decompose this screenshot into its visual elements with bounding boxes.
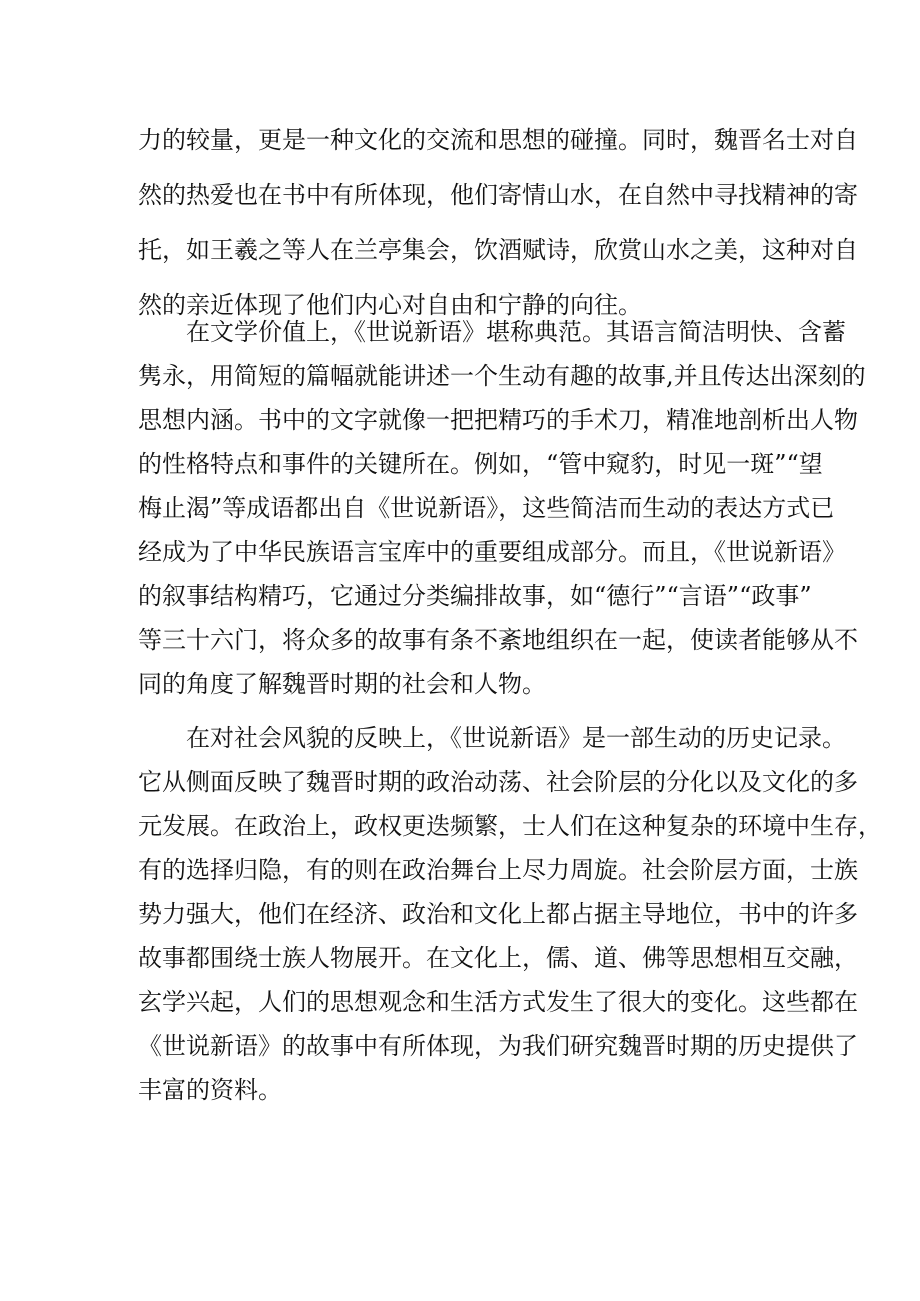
text-line: 托，如王羲之等人在兰亭集会，饮酒赋诗，欣赏山水之美，这种对自 <box>138 236 858 264</box>
text-line: 思想内涵。书中的文字就像一把把精巧的手术刀，精准地剖析出人物 <box>138 406 858 434</box>
text-line: 同的角度了解魏晋时期的社会和人物。 <box>138 670 546 698</box>
text-line: 《世说新语》的故事中有所体现，为我们研究魏晋时期的历史提供了 <box>138 1032 858 1060</box>
text-line: 势力强大，他们在经济、政治和文化上都占据主导地位，书中的许多 <box>138 900 858 928</box>
text-line: 等三十六门，将众多的故事有条不紊地组织在一起，使读者能够从不 <box>138 626 858 654</box>
text-line: 玄学兴起，人们的思想观念和生活方式发生了很大的变化。这些都在 <box>138 988 858 1016</box>
text-line: 在对社会风貌的反映上，《世说新语》是一部生动的历史记录。 <box>186 724 846 752</box>
text-line: 丰富的资料。 <box>138 1076 282 1104</box>
text-line: 梅止渴”等成语都出自《世说新语》，这些简洁而生动的表达方式已 <box>138 494 835 522</box>
text-line: 故事都围绕士族人物展开。在文化上，儒、道、佛等思想相互交融， <box>138 944 858 972</box>
text-line: 元发展。在政治上，政权更迭频繁，士人们在这种复杂的环境中生存， <box>138 812 882 840</box>
text-line: 隽永，用简短的篇幅就能讲述一个生动有趣的故事,并且传达出深刻的 <box>138 362 866 390</box>
text-line: 然的亲近体现了他们内心对自由和宁静的向往。 <box>138 291 642 319</box>
text-line: 力的较量，更是一种文化的交流和思想的碰撞。同时，魏晋名士对自 <box>138 126 858 154</box>
text-line: 在文学价值上，《世说新语》堪称典范。其语言简洁明快、含蓄 <box>186 318 846 346</box>
text-line: 经成为了中华民族语言宝库中的重要组成部分。而且，《世说新语》 <box>138 538 846 566</box>
text-line: 然的热爱也在书中有所体现，他们寄情山水，在自然中寻找精神的寄 <box>138 181 858 209</box>
text-line: 有的选择归隐，有的则在政治舞台上尽力周旋。社会阶层方面，士族 <box>138 856 858 884</box>
text-line: 的叙事结构精巧，它通过分类编排故事，如“德行”“言语”“政事” <box>138 582 812 610</box>
text-line: 的性格特点和事件的关键所在。例如，“管中窥豹，时见一斑”“望 <box>138 450 823 478</box>
text-line: 它从侧面反映了魏晋时期的政治动荡、社会阶层的分化以及文化的多 <box>138 768 858 796</box>
